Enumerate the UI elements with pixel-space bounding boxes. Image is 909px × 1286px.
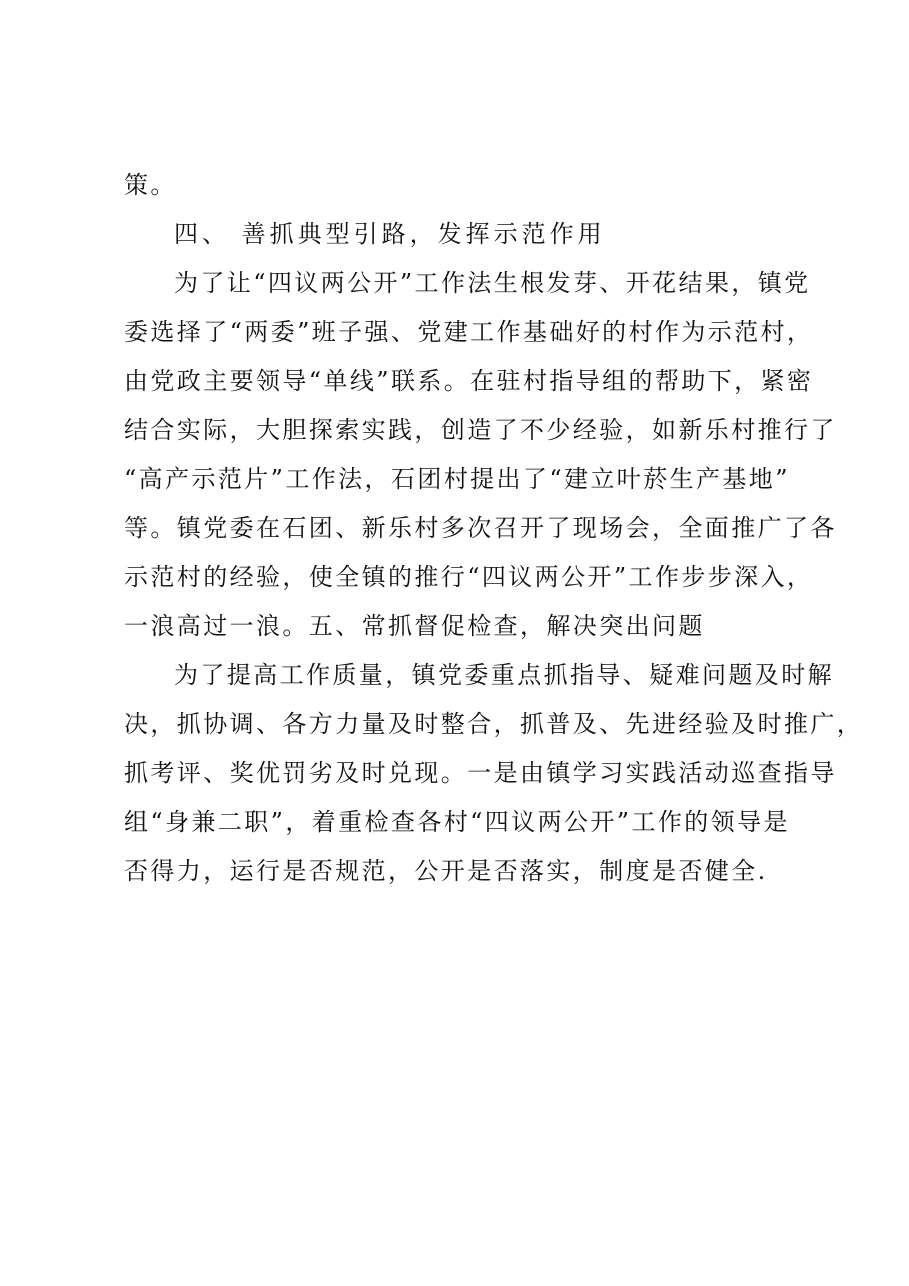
paragraph-line: 结合实际，大胆探索实践，创造了不少经验，如新乐村推行了 [124,416,837,444]
section-heading-four: 四、 善抓典型引路，发挥示范作用 [174,220,606,248]
paragraph-line: 为了让“四议两公开”工作法生根发芽、开花结果，镇党 [174,269,811,297]
paragraph-line: 等。镇党委在石团、新乐村多次召开了现场会，全面推广了各 [124,514,837,542]
paragraph-ending-line: 策。 [124,171,177,199]
paragraph-line: 为了提高工作质量，镇党委重点抓指导、疑难问题及时解 [174,661,834,689]
paragraph-line: 委选择了“两委”班子强、党建工作基础好的村作为示范村， [124,318,814,346]
paragraph-line: 示范村的经验，使全镇的推行“四议两公开”工作步步深入， [124,563,814,591]
paragraph-line-with-heading-five: 一浪高过一浪。五、常抓督促检查，解决突出问题 [124,612,705,640]
paragraph-line: 决，抓协调、各方力量及时整合，抓普及、先进经验及时推广， [124,710,864,738]
paragraph-line: 否得力，运行是否规范，公开是否落实，制度是否健全. [124,857,768,885]
paragraph-line: 抓考评、奖优罚劣及时兑现。一是由镇学习实践活动巡查指导 [124,759,837,787]
paragraph-line: 组“身兼二职”，着重检查各村“四议两公开”工作的领导是 [124,808,790,836]
paragraph-line: 由党政主要领导“单线”联系。在驻村指导组的帮助下，紧密 [124,367,814,395]
paragraph-line: “高产示范片”工作法，石团村提出了“建立叶菸生产基地” [124,465,790,493]
